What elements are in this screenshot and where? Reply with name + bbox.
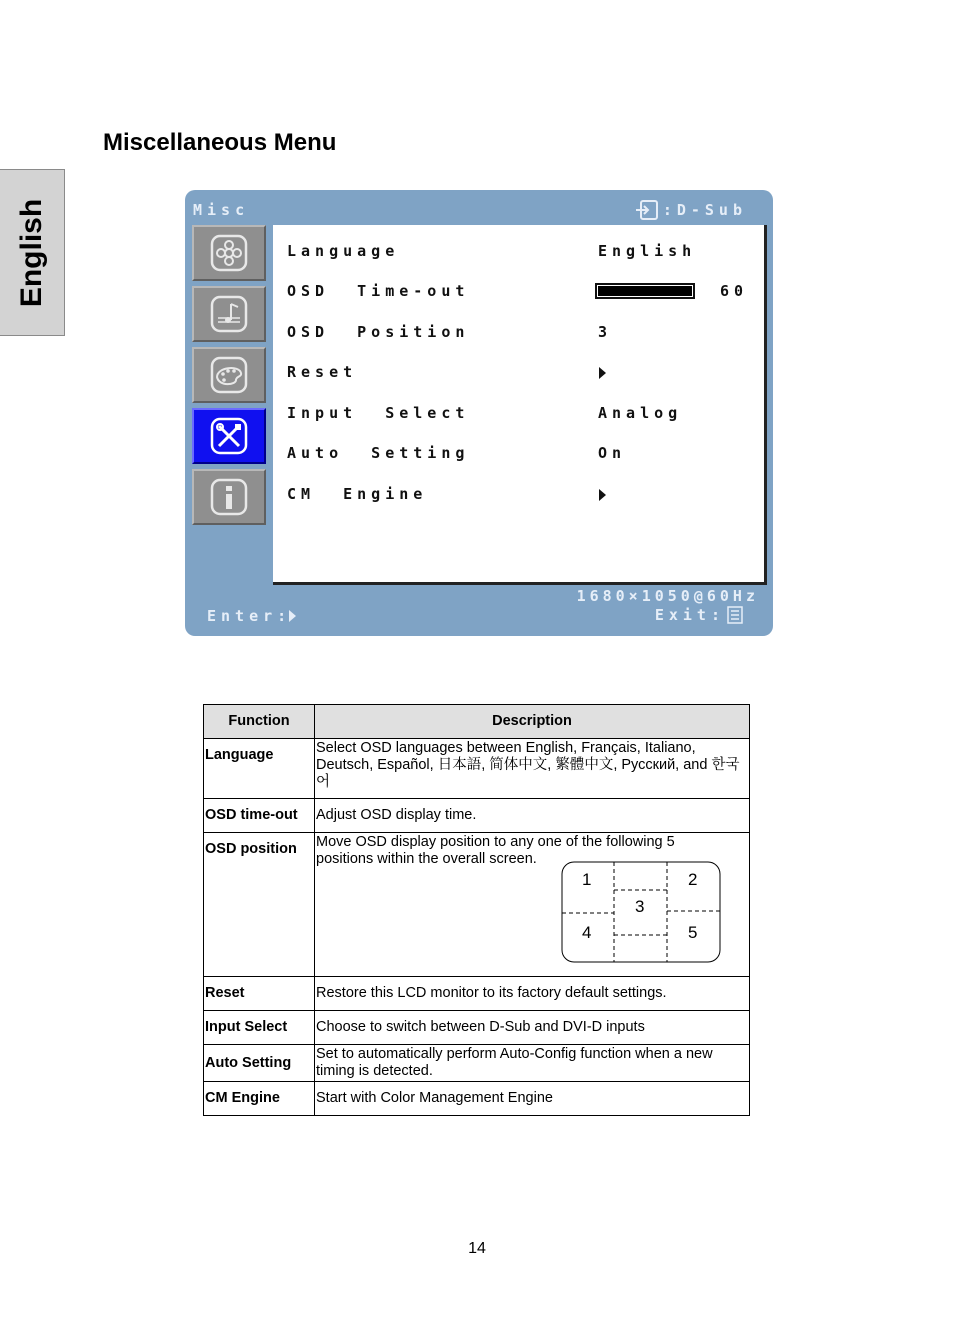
row-description: Adjust OSD display time. (315, 799, 750, 833)
music-image-icon (209, 294, 249, 334)
osd-source (635, 200, 747, 220)
row-function: OSD position (204, 833, 315, 977)
table-row (204, 799, 750, 833)
osd-tab-info[interactable] (192, 469, 266, 525)
row-function: Language (204, 739, 315, 799)
osd-tab-misc[interactable] (192, 408, 266, 464)
tools-icon (209, 416, 249, 456)
osd-tab-color[interactable] (192, 347, 266, 403)
osd-item-reset[interactable] (273, 357, 764, 387)
osd-menu-panel (273, 225, 767, 585)
table-row (204, 833, 750, 977)
osd-timeout-bar-fill (598, 286, 692, 296)
osd-position-diagram (561, 861, 721, 963)
side-tab-label: English (15, 198, 48, 307)
table-row (204, 1082, 750, 1116)
osd-enter-label: Enter: (207, 607, 292, 625)
row-function: Auto Setting (204, 1045, 315, 1082)
flower-icon (209, 233, 249, 273)
position-label: 1 (582, 870, 592, 889)
position-label: 5 (688, 923, 698, 942)
row-description: Select OSD languages between English, Français, Italiano, Deutsch, Español, 日本語, 简体中文, 繁體中文, Русский, and 한국어 (315, 739, 750, 799)
osd-item-osd-position[interactable] (273, 317, 764, 347)
osd-item-auto-setting[interactable] (273, 438, 764, 468)
position-label: 2 (688, 870, 698, 889)
row-description: Restore this LCD monitor to its factory default settings. (315, 977, 750, 1011)
osd-item-label: Language (287, 242, 400, 260)
input-source-icon (635, 200, 659, 220)
row-description: Choose to switch between D-Sub and DVI-D inputs (315, 1011, 750, 1045)
row-function: CM Engine (204, 1082, 315, 1116)
arrow-right-icon (289, 610, 296, 622)
table-row (204, 1045, 750, 1082)
position-label: 3 (635, 897, 645, 916)
info-icon (209, 477, 249, 517)
osd-item-language[interactable] (273, 236, 764, 266)
osd-enter-hint (207, 607, 296, 625)
language-side-tab (0, 169, 65, 336)
row-function: OSD time-out (204, 799, 315, 833)
osd-item-osd-timeout[interactable] (273, 276, 764, 306)
osd-menu (185, 190, 773, 636)
header-description: Description (315, 705, 750, 739)
table-row (204, 1011, 750, 1045)
osd-timeout-bar[interactable] (595, 283, 695, 299)
osd-source-label: :D-Sub (662, 201, 747, 219)
page-heading: Miscellaneous Menu (103, 129, 337, 156)
osd-tab-image[interactable] (192, 225, 266, 281)
osd-item-label: Auto Setting (287, 444, 470, 462)
osd-exit-label: Exit: (654, 606, 725, 624)
position-label: 4 (582, 923, 592, 942)
function-table (203, 704, 750, 1116)
osd-item-label: OSD Time-out (287, 282, 470, 300)
osd-item-value: 60 (720, 282, 749, 300)
osd-item-label: CM Engine (287, 485, 428, 503)
osd-title: Misc (193, 201, 250, 219)
page-number: 14 (468, 1240, 486, 1257)
osd-item-input-select[interactable] (273, 398, 764, 428)
menu-icon (727, 606, 743, 624)
row-description: Start with Color Management Engine (315, 1082, 750, 1116)
osd-item-value: English (598, 242, 697, 260)
osd-item-value: 3 (598, 323, 613, 341)
osd-exit-hint (655, 606, 743, 624)
arrow-right-icon (599, 489, 606, 501)
header-function: Function (204, 705, 315, 739)
osd-item-label: OSD Position (287, 323, 470, 341)
osd-tab-audio[interactable] (192, 286, 266, 342)
table-row (204, 977, 750, 1011)
table-row (204, 739, 750, 799)
osd-item-value: On (598, 444, 627, 462)
osd-item-value: Analog (598, 404, 683, 422)
table-header-row (204, 705, 750, 739)
row-function: Input Select (204, 1011, 315, 1045)
row-description: Move OSD display position to any one of the following 5 positions within the overall screen. (316, 834, 675, 867)
osd-item-cm-engine[interactable] (273, 479, 764, 509)
row-function: Reset (204, 977, 315, 1011)
palette-icon (209, 355, 249, 395)
row-description: Set to automatically perform Auto-Config function when a new timing is detected. (315, 1045, 750, 1082)
row-description-cell (315, 833, 750, 977)
osd-resolution: 1680×1050@60Hz (576, 587, 759, 605)
arrow-right-icon (599, 367, 606, 379)
osd-item-label: Reset (287, 363, 358, 381)
osd-item-label: Input Select (287, 404, 470, 422)
